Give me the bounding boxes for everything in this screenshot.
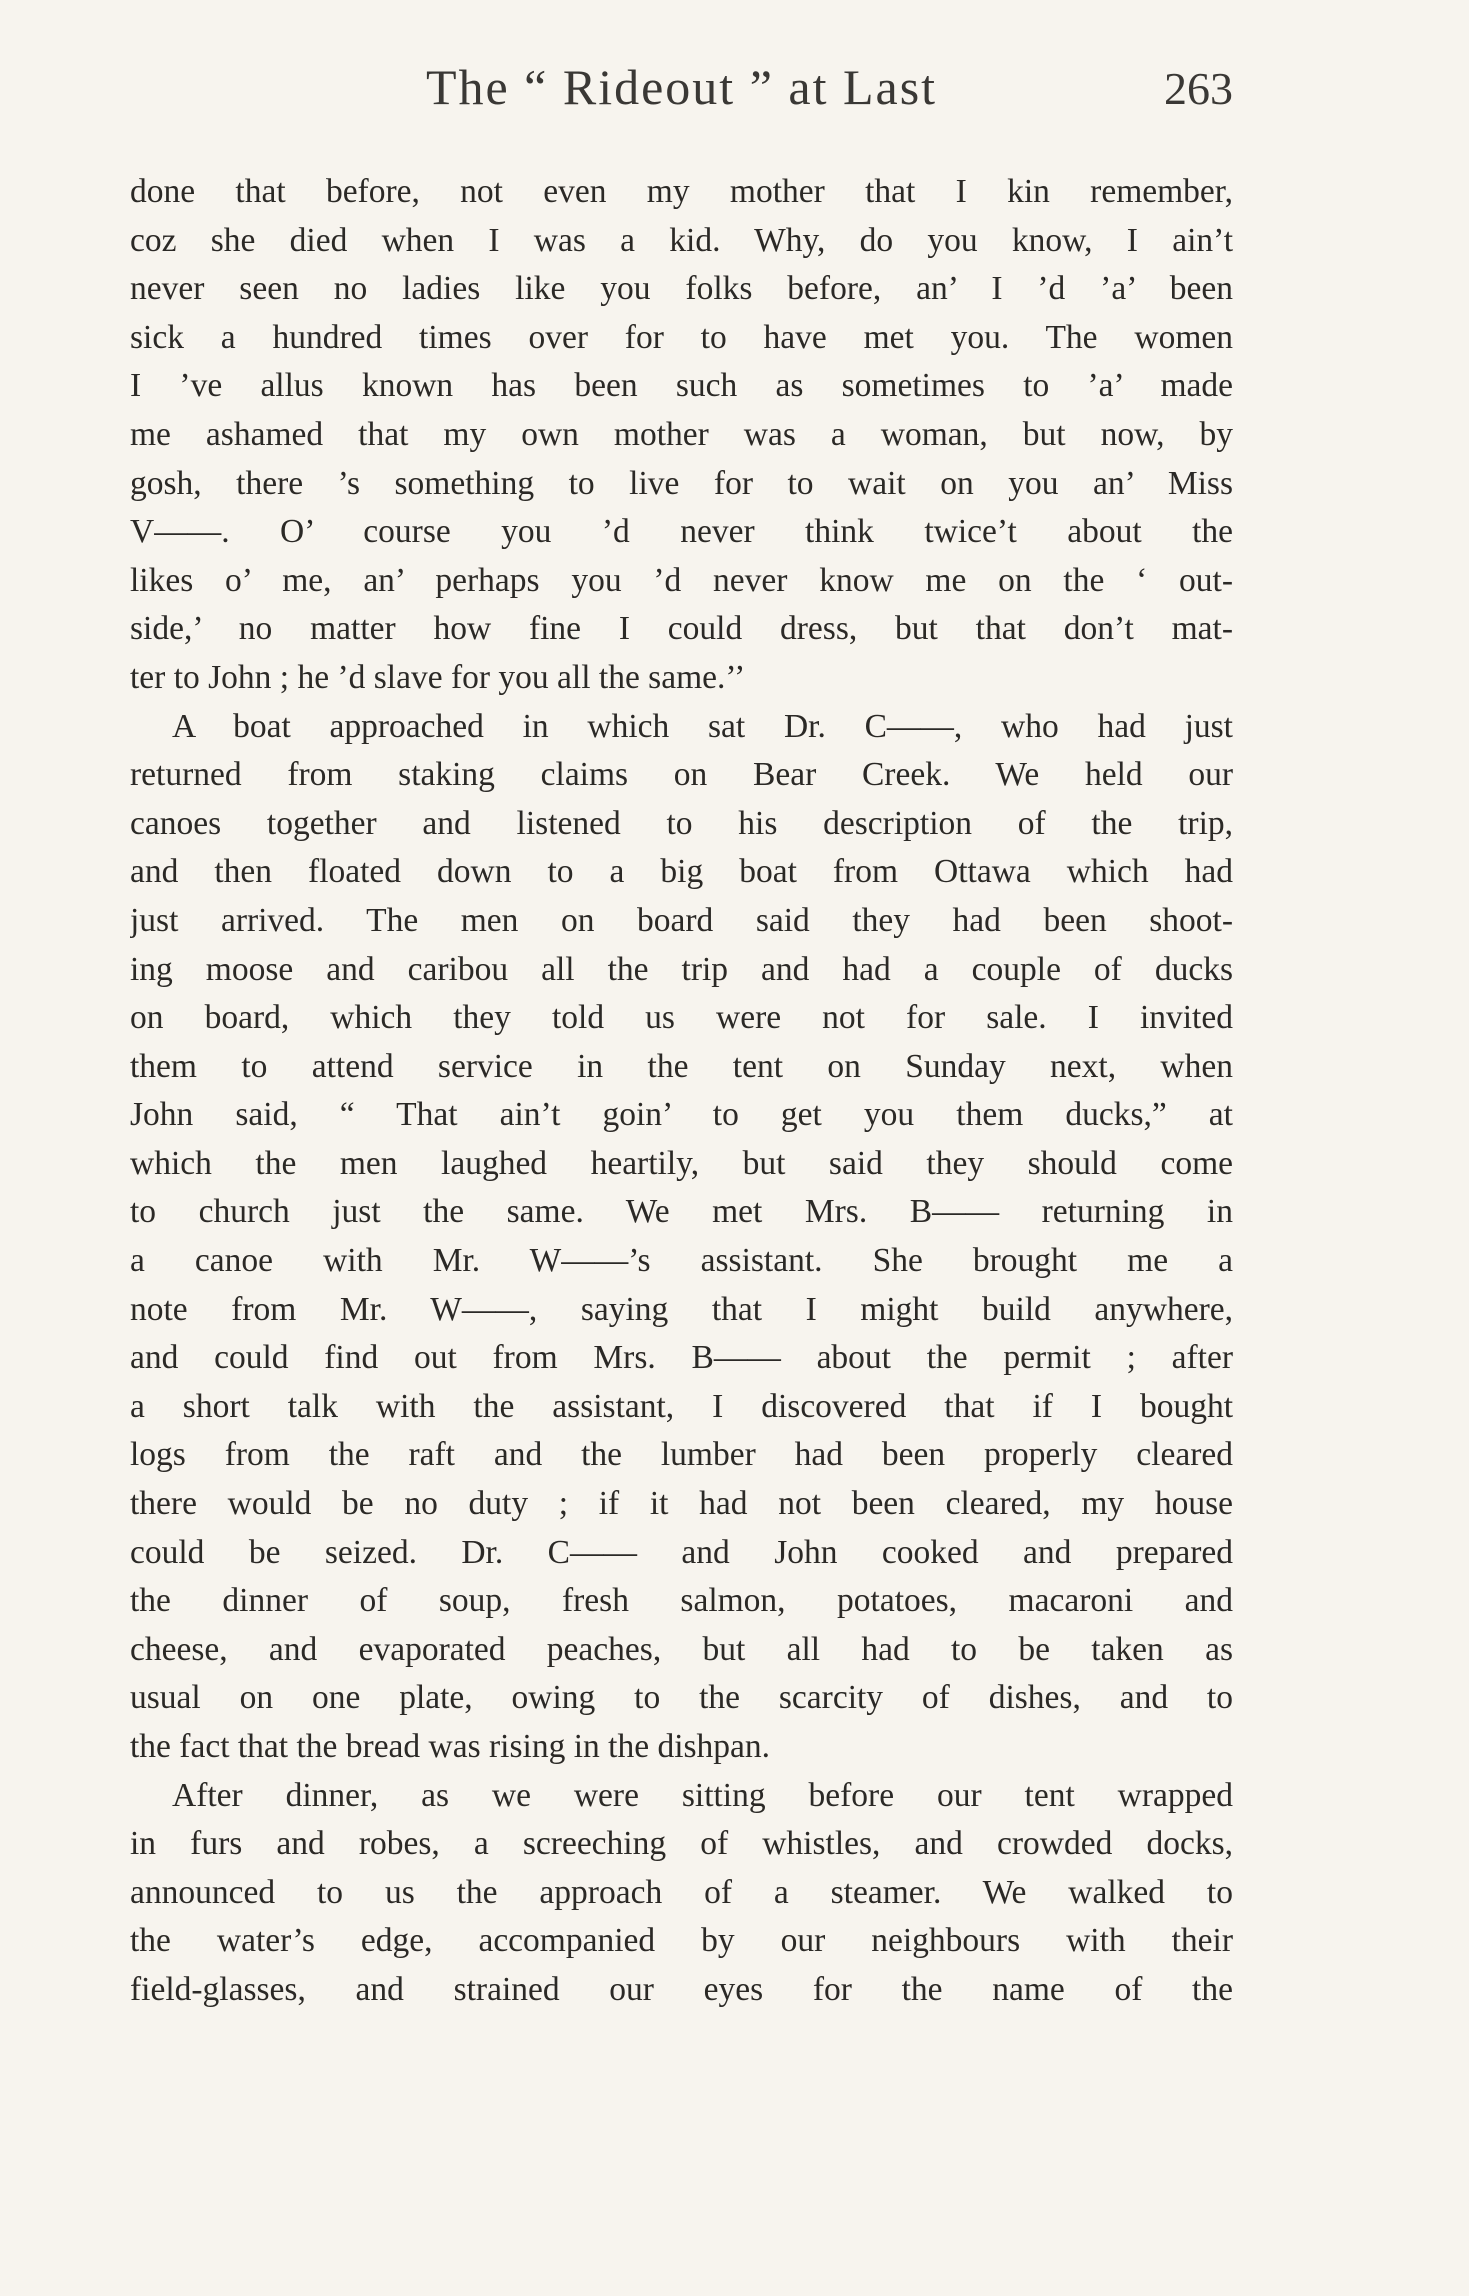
text-line: announced to us the approach of a steamer. We walked to <box>130 1873 1233 1911</box>
text-line: cheese, and evaporated peaches, but all had to be taken as <box>130 1630 1233 1668</box>
text-line: a canoe with Mr. W——’s assistant. She brought me a <box>130 1242 1233 1280</box>
text-line: coz she died when I was a kid. Why, do you know, I ain’t <box>130 221 1233 259</box>
text-line: the fact that the bread was rising in the dishpan. <box>130 1728 771 1765</box>
page-number: 263 <box>1164 63 1233 114</box>
text-line: and could find out from Mrs. B—— about the permit ; after <box>130 1339 1233 1377</box>
text-line: could be seized. Dr. C—— and John cooked and prepared <box>130 1533 1233 1571</box>
text-line: ter to John ; he ’d slave for you all the same.’’ <box>130 658 746 696</box>
text-line: returned from staking claims on Bear Creek. We held our <box>130 756 1233 794</box>
text-line: canoes together and listened to his description of the trip, <box>130 804 1233 842</box>
running-title: The “ Rideout ” at Last <box>425 59 938 115</box>
text-line: done that before, not even my mother that I kin remember, <box>130 173 1233 210</box>
text-line: the water’s edge, accompanied by our neighbours with their <box>130 1922 1233 1960</box>
text-line: just arrived. The men on board said they had been shoot- <box>130 901 1233 939</box>
text-line: on board, which they told us were not for sale. I invited <box>130 999 1233 1037</box>
text-line: logs from the raft and the lumber had been properly cleared <box>130 1436 1233 1474</box>
text-line: gosh, there ’s something to live for to wait on you an’ Miss <box>130 464 1233 502</box>
text-line: to church just the same. We met Mrs. B—— returning in <box>130 1193 1233 1231</box>
body-text <box>130 168 1233 2015</box>
text-line: I ’ve allus known has been such as sometimes to ’a’ made <box>130 367 1233 405</box>
text-line: note from Mr. W——, saying that I might build anywhere, <box>130 1290 1233 1328</box>
text-line: After dinner, as we were sitting before our tent wrapped <box>172 1776 1233 1814</box>
text-line: field-glasses, and strained our eyes for the name of the <box>130 1970 1233 2008</box>
text-line: ing moose and caribou all the trip and had a couple of ducks <box>130 950 1233 988</box>
text-line: there would be no duty ; if it had not been cleared, my house <box>130 1485 1233 1523</box>
text-line: sick a hundred times over for to have met you. The women <box>130 318 1233 356</box>
paragraph <box>130 168 1233 703</box>
text-line: the dinner of soup, fresh salmon, potatoes, macaroni and <box>130 1582 1233 1620</box>
running-head <box>130 58 1233 128</box>
text-line: them to attend service in the tent on Sunday next, when <box>130 1047 1233 1085</box>
text-line: and then floated down to a big boat from Ottawa which had <box>130 853 1233 891</box>
text-line: in furs and robes, a screeching of whistles, and crowded docks, <box>130 1825 1233 1863</box>
text-line: A boat approached in which sat Dr. C——, who had just <box>172 707 1233 745</box>
text-line: usual on one plate, owing to the scarcity of dishes, and to <box>130 1679 1233 1717</box>
paragraph <box>130 1772 1233 2015</box>
text-line: a short talk with the assistant, I discovered that if I bought <box>130 1387 1233 1425</box>
text-line: likes o’ me, an’ perhaps you ’d never know me on the ‘ out- <box>130 561 1233 599</box>
text-line: which the men laughed heartily, but said they should come <box>130 1144 1233 1182</box>
text-line: V——. O’ course you ’d never think twice’t about the <box>130 513 1233 551</box>
text-line: side,’ no matter how fine I could dress, but that don’t mat- <box>130 610 1233 648</box>
text-line: John said, “ That ain’t goin’ to get you them ducks,” at <box>130 1096 1233 1134</box>
text-line: never seen no ladies like you folks before, an’ I ’d ’a’ been <box>130 270 1233 308</box>
paragraph <box>130 703 1233 1772</box>
text-line: me ashamed that my own mother was a woman, but now, by <box>130 415 1233 453</box>
